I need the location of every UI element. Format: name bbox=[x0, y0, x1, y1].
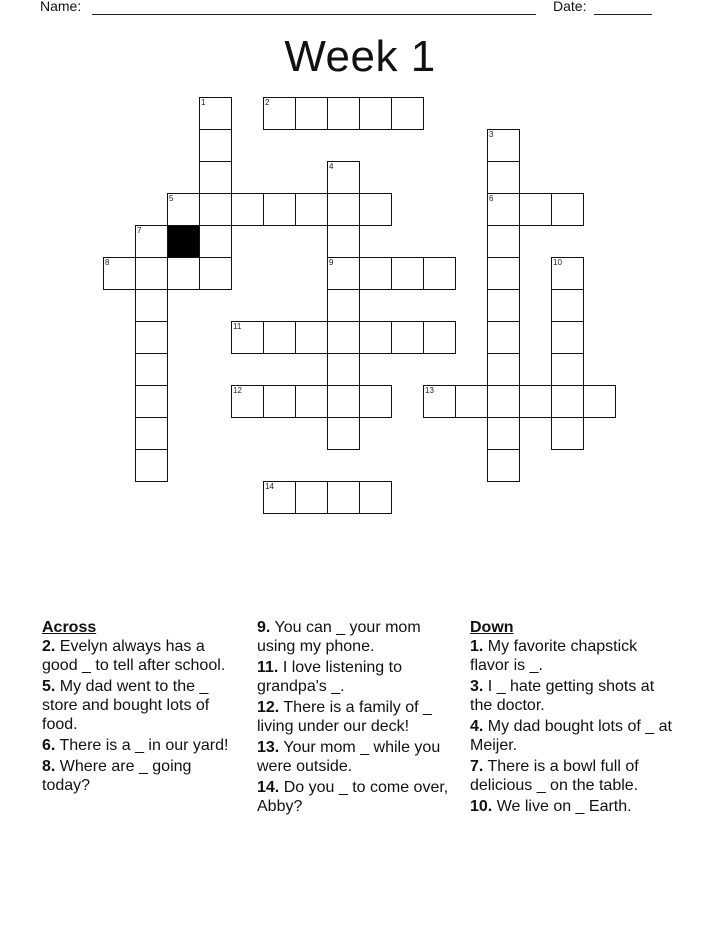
clue-number: 3 bbox=[489, 130, 494, 139]
grid-cell[interactable] bbox=[551, 289, 584, 322]
grid-cell[interactable] bbox=[135, 289, 168, 322]
grid-cell[interactable] bbox=[551, 417, 584, 450]
grid-cell[interactable] bbox=[551, 321, 584, 354]
grid-cell[interactable] bbox=[487, 289, 520, 322]
page-title: Week 1 bbox=[284, 32, 436, 81]
clue-number: 4 bbox=[329, 162, 334, 171]
grid-cell[interactable] bbox=[327, 353, 360, 386]
grid-cell[interactable] bbox=[295, 481, 328, 514]
grid-cell[interactable] bbox=[391, 321, 424, 354]
across-heading: Across bbox=[42, 619, 97, 636]
clue-down-10: 10. We live on _ Earth. bbox=[470, 798, 632, 815]
grid-cell[interactable] bbox=[487, 417, 520, 450]
grid-cell[interactable] bbox=[263, 97, 296, 130]
grid-cell[interactable] bbox=[135, 449, 168, 482]
grid-cell[interactable] bbox=[327, 257, 360, 290]
name-label: Name: bbox=[40, 0, 82, 14]
grid-cell[interactable] bbox=[327, 97, 360, 130]
clue-number: 2 bbox=[265, 98, 270, 107]
clue-across-11: 11. I love listening to grandpa's _. bbox=[257, 659, 402, 695]
grid-cell[interactable] bbox=[391, 97, 424, 130]
clue-across-14: 14. Do you _ to come over, Abby? bbox=[257, 779, 449, 815]
grid-cell[interactable] bbox=[551, 353, 584, 386]
clue-number: 12 bbox=[233, 386, 242, 395]
grid-cell[interactable] bbox=[199, 225, 232, 258]
grid-cell[interactable] bbox=[327, 321, 360, 354]
grid-cell[interactable] bbox=[295, 321, 328, 354]
grid-cell[interactable] bbox=[295, 97, 328, 130]
grid-cell[interactable] bbox=[519, 193, 552, 226]
grid-cell[interactable] bbox=[487, 225, 520, 258]
grid-cell[interactable] bbox=[487, 257, 520, 290]
grid-cell[interactable] bbox=[231, 193, 264, 226]
grid-cell[interactable] bbox=[295, 193, 328, 226]
grid-cell[interactable] bbox=[423, 321, 456, 354]
grid-cell[interactable] bbox=[199, 129, 232, 162]
clue-number: 13 bbox=[425, 386, 434, 395]
grid-cell[interactable] bbox=[327, 481, 360, 514]
grid-cell[interactable] bbox=[487, 449, 520, 482]
across-column-continued bbox=[257, 618, 457, 818]
grid-cell[interactable] bbox=[135, 257, 168, 290]
clue-number: 1 bbox=[201, 98, 206, 107]
grid-cell[interactable] bbox=[263, 385, 296, 418]
grid-cell[interactable] bbox=[487, 161, 520, 194]
grid-cell[interactable] bbox=[103, 257, 136, 290]
grid-cell[interactable] bbox=[135, 225, 168, 258]
grid-cell[interactable] bbox=[135, 353, 168, 386]
across-column bbox=[42, 618, 242, 797]
grid-cell[interactable] bbox=[359, 97, 392, 130]
grid-cell[interactable] bbox=[263, 193, 296, 226]
grid-cell[interactable] bbox=[327, 385, 360, 418]
grid-cell[interactable] bbox=[135, 385, 168, 418]
grid-cell[interactable] bbox=[359, 385, 392, 418]
grid-cell[interactable] bbox=[487, 193, 520, 226]
grid-cell[interactable] bbox=[583, 385, 616, 418]
clue-number: 14 bbox=[265, 482, 274, 491]
grid-cell[interactable] bbox=[391, 257, 424, 290]
grid-cell[interactable] bbox=[423, 385, 456, 418]
clue-across-13: 13. Your mom _ while you were outside. bbox=[257, 739, 441, 775]
clue-down-4: 4. My dad bought lots of _ at Meijer. bbox=[470, 718, 672, 754]
grid-cell[interactable] bbox=[487, 129, 520, 162]
clue-across-2: 2. Evelyn always has a good _ to tell after school. bbox=[42, 638, 226, 674]
grid-cell[interactable] bbox=[231, 385, 264, 418]
grid-cell[interactable] bbox=[487, 353, 520, 386]
grid-cell[interactable] bbox=[199, 257, 232, 290]
grid-cell[interactable] bbox=[199, 161, 232, 194]
clue-down-1: 1. My favorite chapstick flavor is _. bbox=[470, 638, 638, 674]
grid-cell[interactable] bbox=[263, 481, 296, 514]
clue-number: 5 bbox=[169, 194, 174, 203]
grid-cell[interactable] bbox=[359, 193, 392, 226]
clue-across-12: 12. There is a family of _ living under our deck! bbox=[257, 699, 432, 735]
grid-cell[interactable] bbox=[551, 385, 584, 418]
grid-cell[interactable] bbox=[551, 257, 584, 290]
grid-cell[interactable] bbox=[199, 193, 232, 226]
clue-across-8: 8. Where are _ going today? bbox=[42, 758, 192, 794]
grid-cell[interactable] bbox=[327, 417, 360, 450]
grid-cell[interactable] bbox=[135, 321, 168, 354]
grid-cell[interactable] bbox=[359, 481, 392, 514]
grid-cell[interactable] bbox=[551, 193, 584, 226]
grid-cell[interactable] bbox=[327, 225, 360, 258]
clue-across-6: 6. There is a _ in our yard! bbox=[42, 737, 229, 754]
clue-down-7: 7. There is a bowl full of delicious _ on the table. bbox=[470, 758, 639, 794]
grid-cell[interactable] bbox=[327, 193, 360, 226]
grid-cell[interactable] bbox=[167, 193, 200, 226]
grid-cell[interactable] bbox=[519, 385, 552, 418]
grid-cell[interactable] bbox=[423, 257, 456, 290]
grid-cell[interactable] bbox=[199, 97, 232, 130]
grid-cell[interactable] bbox=[263, 321, 296, 354]
clue-number: 9 bbox=[329, 258, 334, 267]
clue-across-5: 5. My dad went to the _ store and bought lots of food. bbox=[42, 678, 210, 733]
clue-number: 7 bbox=[137, 226, 142, 235]
grid-cell[interactable] bbox=[487, 321, 520, 354]
clue-number: 11 bbox=[233, 322, 242, 331]
grid-cell[interactable] bbox=[167, 257, 200, 290]
grid-cell[interactable] bbox=[327, 161, 360, 194]
grid-cell[interactable] bbox=[327, 289, 360, 322]
clue-down-3: 3. I _ hate getting shots at the doctor. bbox=[470, 678, 655, 714]
black-square bbox=[167, 225, 200, 258]
down-column bbox=[470, 618, 680, 818]
grid-cell[interactable] bbox=[455, 385, 488, 418]
clue-number: 10 bbox=[553, 258, 562, 267]
clue-number: 8 bbox=[105, 258, 110, 267]
clue-across-9: 9. You can _ your mom using my phone. bbox=[257, 619, 421, 655]
grid-cell[interactable] bbox=[231, 321, 264, 354]
clue-number: 6 bbox=[489, 194, 494, 203]
grid-cell[interactable] bbox=[295, 385, 328, 418]
grid-cell[interactable] bbox=[359, 321, 392, 354]
date-label: Date: bbox=[553, 0, 587, 14]
down-heading: Down bbox=[470, 619, 514, 636]
grid-cell[interactable] bbox=[359, 257, 392, 290]
grid-cell[interactable] bbox=[135, 417, 168, 450]
grid-cell[interactable] bbox=[487, 385, 520, 418]
